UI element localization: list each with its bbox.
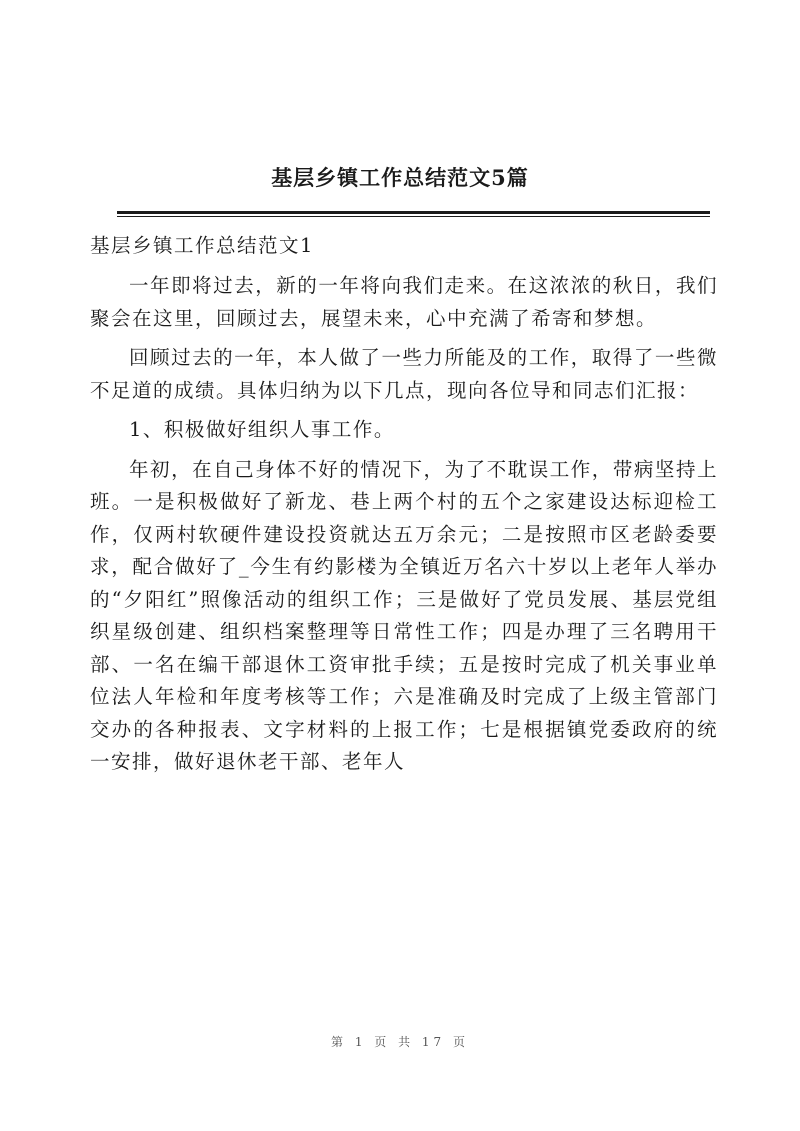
- paragraph-4: 年初，在自己身体不好的情况下，为了不耽误工作，带病坚持上班。一是积极做好了新龙、巷上两个村的五个之家建设达标迎检工作，仅两村软硬件建设投资就达五万余元；二是按照市区老龄委要求，配合做好了_今生有约影楼为全镇近万名六十岁以上老年人举办的“夕阳红”照像活动的组织工作；三是做好了党员发展、基层党组织星级创建、组织档案整理等日常性工作；四是办理了三名聘用干部、一名在编干部退休工资审批手续；五是按时完成了机关事业单位法人年检和年度考核等工作；六是准确及时完成了上级主管部门交办的各种报表、文字材料的上报工作；七是根据镇党委政府的统一安排，做好退休老干部、老年人: [90, 457, 718, 773]
- title-divider-thin: [117, 216, 710, 217]
- paragraph-1: 一年即将过去，新的一年将向我们走来。在这浓浓的秋日，我们聚会在这里，回顾过去，展望未来，心中充满了希寄和梦想。: [90, 274, 718, 330]
- paragraph-2: 回顾过去的一年，本人做了一些力所能及的工作，取得了一些微不足道的成绩。具体归纳为以下几点，现向各位导和同志们汇报：: [90, 346, 718, 402]
- section-heading: 基层乡镇工作总结范文1: [90, 234, 314, 257]
- paragraph-3: 1、积极做好组织人事工作。: [129, 418, 395, 441]
- page-footer: 第 1 页 共 17 页: [331, 1035, 469, 1049]
- document-body: [90, 270, 718, 779]
- title-divider-thick: [117, 211, 710, 214]
- page-title: 基层乡镇工作总结范文5篇: [271, 165, 529, 190]
